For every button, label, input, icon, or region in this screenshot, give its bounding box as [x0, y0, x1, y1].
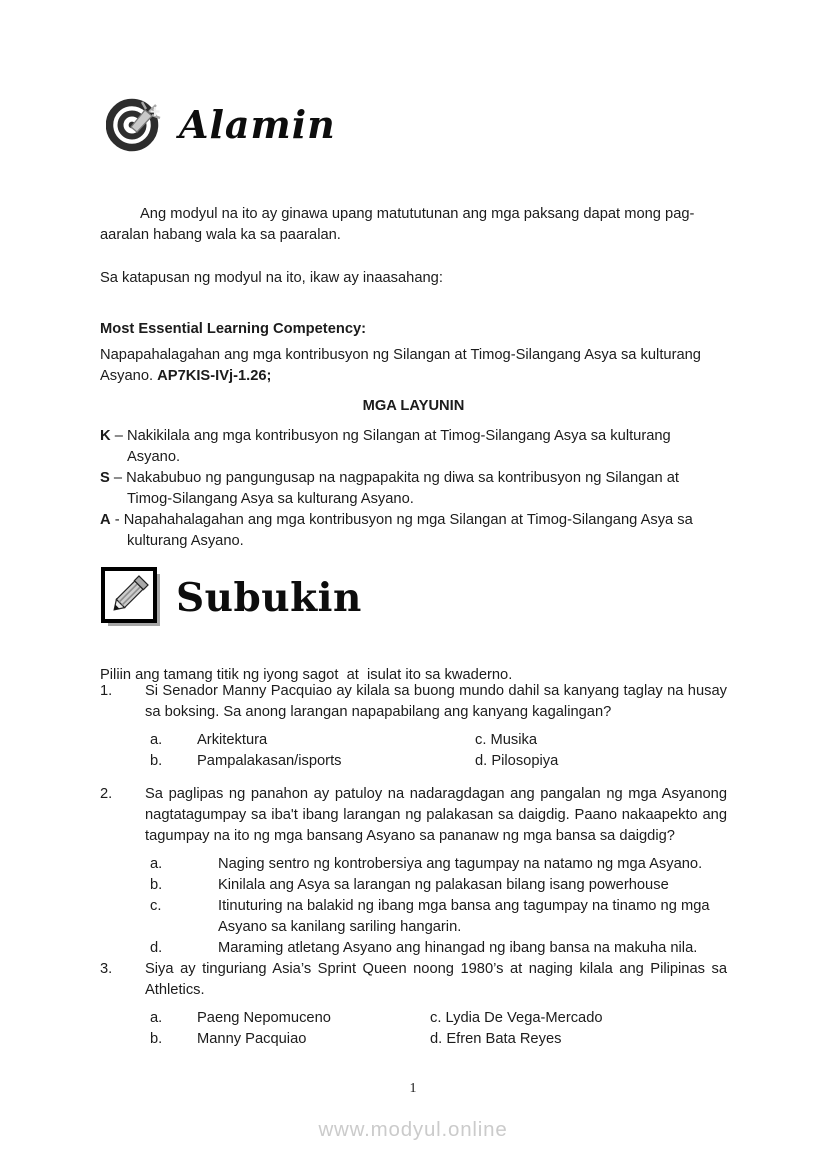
option-a — [150, 854, 727, 875]
option-text: Paeng Nepomuceno — [197, 1010, 331, 1026]
question-text: Si Senador Manny Pacquiao ay kilala sa buong mundo dahil sa kanyang taglay na husay sa boksing. Sa anong larangan napapabilang ang kanyang kagalingan? — [145, 683, 727, 720]
option-b — [150, 751, 475, 772]
melc-code: AP7KIS-IVj-1.26; — [157, 367, 272, 384]
option-text: Pampalakasan/isports — [197, 753, 342, 769]
alamin-title: Alamin — [179, 102, 336, 147]
test-instruction: Piliin ang tamang titik ng iyong sagot at isulat ito sa kwaderno. — [100, 666, 513, 683]
option-a — [150, 1008, 430, 1029]
question-1 — [100, 681, 727, 772]
option-letter: b. — [150, 877, 163, 893]
page-number: 1 — [409, 1081, 417, 1096]
objective-item-k — [100, 426, 727, 468]
subukin-section-header — [100, 566, 362, 630]
intro-paragraph: Ang modyul na ito ay ginawa upang matututunan ang mga paksang dapat mong pag-aaralan habang wala ka sa paaralan. — [100, 205, 695, 243]
objective-item-a — [100, 510, 727, 552]
objective-text: Napahahalagahan ang mga kontribusyon ng mga Silangan at Timog-Silangang Asya sa kulturang Asyano. — [123, 512, 693, 549]
option-b — [150, 875, 727, 896]
objective-letter: K — [100, 428, 111, 444]
option-letter: c. — [430, 1010, 442, 1026]
objective-text: Nakikilala ang mga kontribusyon ng Silangan at Timog-Silangang Asya sa kulturang Asyano. — [126, 428, 671, 465]
objective-separator: – — [114, 428, 123, 444]
options-column-left — [150, 730, 475, 772]
objective-letter: A — [100, 512, 111, 528]
option-letter: d. — [475, 753, 488, 769]
question-options — [150, 730, 727, 772]
question-3 — [100, 959, 727, 1050]
option-text: Lydia De Vega-Mercado — [445, 1010, 603, 1026]
option-c — [430, 1008, 603, 1029]
question-number: 3. — [100, 961, 113, 977]
pencil-icon — [100, 566, 164, 630]
options-column-right — [475, 730, 558, 772]
option-text: Arkitektura — [197, 732, 268, 748]
option-text: Kinilala ang Asya sa larangan ng palakasan bilang isang powerhouse — [218, 877, 669, 893]
objective-text: Nakabubuo ng pangungusap na nagpapakita ng diwa sa kontribusyon ng Silangan at Timog-Silangang Asya sa kulturang Asyano. — [126, 470, 679, 507]
question-text: Sa paglipas ng panahon ay patuloy na nadaragdagan ang pangalan ng mga Asyanong nagtatagumpay sa iba't ibang larangan ng palakasan sa daigdig. Paano nakaapekto ang tagumpay na ito ng mga bansang Asyano sa pananaw ng mga bansa sa daigdig? — [145, 786, 727, 844]
watermark-text: www.modyul.online — [318, 1118, 508, 1141]
option-d — [150, 938, 727, 959]
option-text: Manny Pacquiao — [197, 1031, 307, 1047]
option-text: Efren Bata Reyes — [446, 1031, 562, 1047]
alamin-section-header — [106, 96, 336, 154]
objective-item-s — [100, 468, 727, 510]
question-number: 2. — [100, 786, 113, 802]
subukin-title: Subukin — [176, 574, 362, 621]
option-letter: b. — [150, 753, 163, 769]
option-c — [150, 896, 727, 938]
objective-letter: S — [100, 470, 110, 486]
question-text: Siya ay tinguriang Asia’s Sprint Queen noong 1980’s at naging kilala ang Pilipinas sa Athletics. — [145, 961, 727, 998]
option-letter: a. — [150, 856, 163, 872]
option-a — [150, 730, 475, 751]
question-number: 1. — [100, 683, 113, 699]
options-column-left — [150, 1008, 430, 1050]
option-text: Maraming atletang Asyano ang hinangad ng ibang bansa na makuha nila. — [218, 940, 698, 956]
option-text: Pilosopiya — [491, 753, 559, 769]
target-icon — [106, 96, 166, 154]
option-letter: a. — [150, 1010, 163, 1026]
option-letter: d. — [150, 940, 163, 956]
question-options — [150, 854, 727, 959]
melc-body — [100, 345, 727, 387]
option-d — [430, 1029, 603, 1050]
option-b — [150, 1029, 430, 1050]
option-text: Itinuturing na balakid ng ibang mga bansa ang tagumpay na tinamo ng mga Asyano sa kanilang sariling hangarin. — [218, 898, 710, 935]
option-letter: c. — [475, 732, 487, 748]
objective-separator: – — [113, 470, 123, 486]
option-d — [475, 751, 558, 772]
option-letter: d. — [430, 1031, 443, 1047]
options-column-right — [430, 1008, 603, 1050]
expectation-line: Sa katapusan ng modyul na ito, ikaw ay inaasahang: — [100, 269, 443, 286]
option-c — [475, 730, 558, 751]
question-2 — [100, 784, 727, 959]
objectives-heading: MGA LAYUNIN — [362, 398, 465, 414]
melc-text: Napapahalagahan ang mga kontribusyon ng Silangan at Timog-Silangang Asya sa kulturang Asyano. — [100, 346, 701, 384]
objectives-list — [100, 426, 727, 552]
option-letter: c. — [150, 898, 162, 914]
option-letter: b. — [150, 1031, 163, 1047]
objective-separator: - — [114, 512, 120, 528]
option-letter: a. — [150, 732, 163, 748]
option-text: Naging sentro ng kontrobersiya ang tagumpay na natamo ng mga Asyano. — [218, 856, 703, 872]
question-options — [150, 1008, 727, 1050]
melc-heading: Most Essential Learning Competency: — [100, 320, 367, 337]
option-text: Musika — [490, 732, 538, 748]
